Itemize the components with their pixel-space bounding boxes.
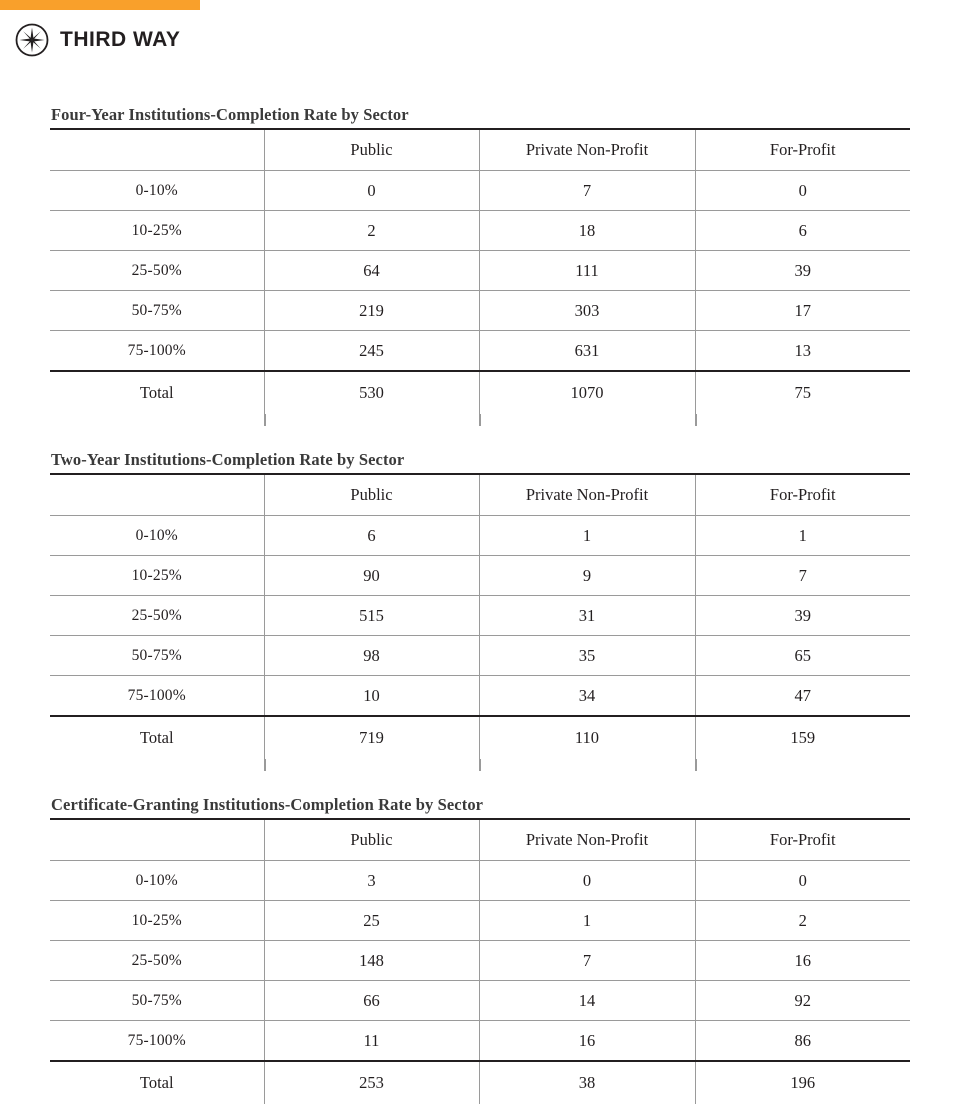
table-row [50,596,910,636]
row-label: 75-100% [50,676,264,717]
row-label: 0-10% [50,516,264,556]
table-row [50,171,910,211]
cell-private-non-profit: 31 [479,596,695,636]
cell-private-non-profit: 9 [479,556,695,596]
table-block-four-year [50,105,910,426]
completion-rate-table [50,473,910,759]
row-label: 0-10% [50,861,264,901]
table-title: Four-Year Institutions-Completion Rate by Sector [51,105,409,124]
row-label-total: Total [50,716,264,759]
table-row [50,1021,910,1062]
completion-rate-table [50,818,910,1104]
cell-private-non-profit: 18 [479,211,695,251]
cell-for-profit: 86 [695,1021,910,1062]
cell-public: 90 [264,556,479,596]
cell-for-profit: 65 [695,636,910,676]
cell-public: 0 [264,171,479,211]
table-header-row [50,474,910,516]
cell-private-non-profit: 1 [479,901,695,941]
column-header-blank [50,129,264,171]
column-rule-extension [50,759,910,771]
row-label: 10-25% [50,211,264,251]
column-header-public: Public [264,129,479,171]
cell-public: 2 [264,211,479,251]
cell-public: 219 [264,291,479,331]
cell-public: 66 [264,981,479,1021]
cell-private-non-profit: 111 [479,251,695,291]
cell-private-non-profit: 7 [479,171,695,211]
table-block-two-year [50,450,910,771]
row-label-total: Total [50,371,264,414]
table-row [50,676,910,717]
column-header-blank [50,474,264,516]
table-row [50,901,910,941]
table-header-row [50,819,910,861]
cell-for-profit: 6 [695,211,910,251]
row-label: 50-75% [50,636,264,676]
cell-for-profit: 2 [695,901,910,941]
compass-star-icon [14,22,50,58]
cell-private-non-profit: 7 [479,941,695,981]
column-header-for-profit: For-Profit [695,819,910,861]
cell-for-profit: 39 [695,251,910,291]
table-row [50,251,910,291]
row-label: 75-100% [50,331,264,372]
cell-for-profit: 1 [695,516,910,556]
cell-public: 25 [264,901,479,941]
cell-total-public: 530 [264,371,479,414]
table-title: Certificate-Granting Institutions-Completion Rate by Sector [51,795,484,814]
row-label: 25-50% [50,251,264,291]
row-label: 50-75% [50,291,264,331]
cell-for-profit: 7 [695,556,910,596]
cell-for-profit: 92 [695,981,910,1021]
column-header-for-profit: For-Profit [695,474,910,516]
column-header-public: Public [264,819,479,861]
column-header-private-non-profit: Private Non-Profit [479,129,695,171]
cell-private-non-profit: 14 [479,981,695,1021]
column-rule-extension [50,414,910,426]
column-header-for-profit: For-Profit [695,129,910,171]
accent-bar [0,0,200,10]
row-label: 50-75% [50,981,264,1021]
tables-container [50,105,910,1104]
cell-private-non-profit: 35 [479,636,695,676]
cell-private-non-profit: 303 [479,291,695,331]
brand-logo [14,22,180,58]
cell-for-profit: 39 [695,596,910,636]
row-label: 10-25% [50,556,264,596]
row-label: 25-50% [50,596,264,636]
table-total-row [50,371,910,414]
row-label: 75-100% [50,1021,264,1062]
cell-total-private-non-profit: 110 [479,716,695,759]
table-row [50,636,910,676]
cell-public: 98 [264,636,479,676]
row-label-total: Total [50,1061,264,1104]
row-label: 0-10% [50,171,264,211]
column-header-private-non-profit: Private Non-Profit [479,474,695,516]
table-row [50,211,910,251]
cell-public: 515 [264,596,479,636]
table-row [50,331,910,372]
table-total-row [50,1061,910,1104]
table-row [50,556,910,596]
cell-for-profit: 47 [695,676,910,717]
cell-for-profit: 0 [695,861,910,901]
cell-private-non-profit: 16 [479,1021,695,1062]
cell-public: 3 [264,861,479,901]
cell-total-private-non-profit: 1070 [479,371,695,414]
row-label: 25-50% [50,941,264,981]
column-header-private-non-profit: Private Non-Profit [479,819,695,861]
table-header-row [50,129,910,171]
cell-total-public: 253 [264,1061,479,1104]
completion-rate-table [50,128,910,414]
table-row [50,981,910,1021]
cell-for-profit: 13 [695,331,910,372]
table-row [50,291,910,331]
row-label: 10-25% [50,901,264,941]
table-row [50,516,910,556]
column-header-public: Public [264,474,479,516]
table-title: Two-Year Institutions-Completion Rate by Sector [51,450,405,469]
table-row [50,861,910,901]
cell-for-profit: 16 [695,941,910,981]
cell-for-profit: 17 [695,291,910,331]
brand-name: THIRD WAY [60,28,181,51]
column-header-blank [50,819,264,861]
cell-public: 148 [264,941,479,981]
table-row [50,941,910,981]
cell-total-private-non-profit: 38 [479,1061,695,1104]
cell-private-non-profit: 1 [479,516,695,556]
cell-total-for-profit: 75 [695,371,910,414]
cell-public: 6 [264,516,479,556]
cell-total-for-profit: 196 [695,1061,910,1104]
table-block-certificate-granting [50,795,910,1104]
cell-public: 11 [264,1021,479,1062]
cell-private-non-profit: 631 [479,331,695,372]
cell-public: 245 [264,331,479,372]
table-total-row [50,716,910,759]
cell-private-non-profit: 34 [479,676,695,717]
cell-public: 64 [264,251,479,291]
cell-public: 10 [264,676,479,717]
cell-total-for-profit: 159 [695,716,910,759]
cell-total-public: 719 [264,716,479,759]
cell-private-non-profit: 0 [479,861,695,901]
cell-for-profit: 0 [695,171,910,211]
